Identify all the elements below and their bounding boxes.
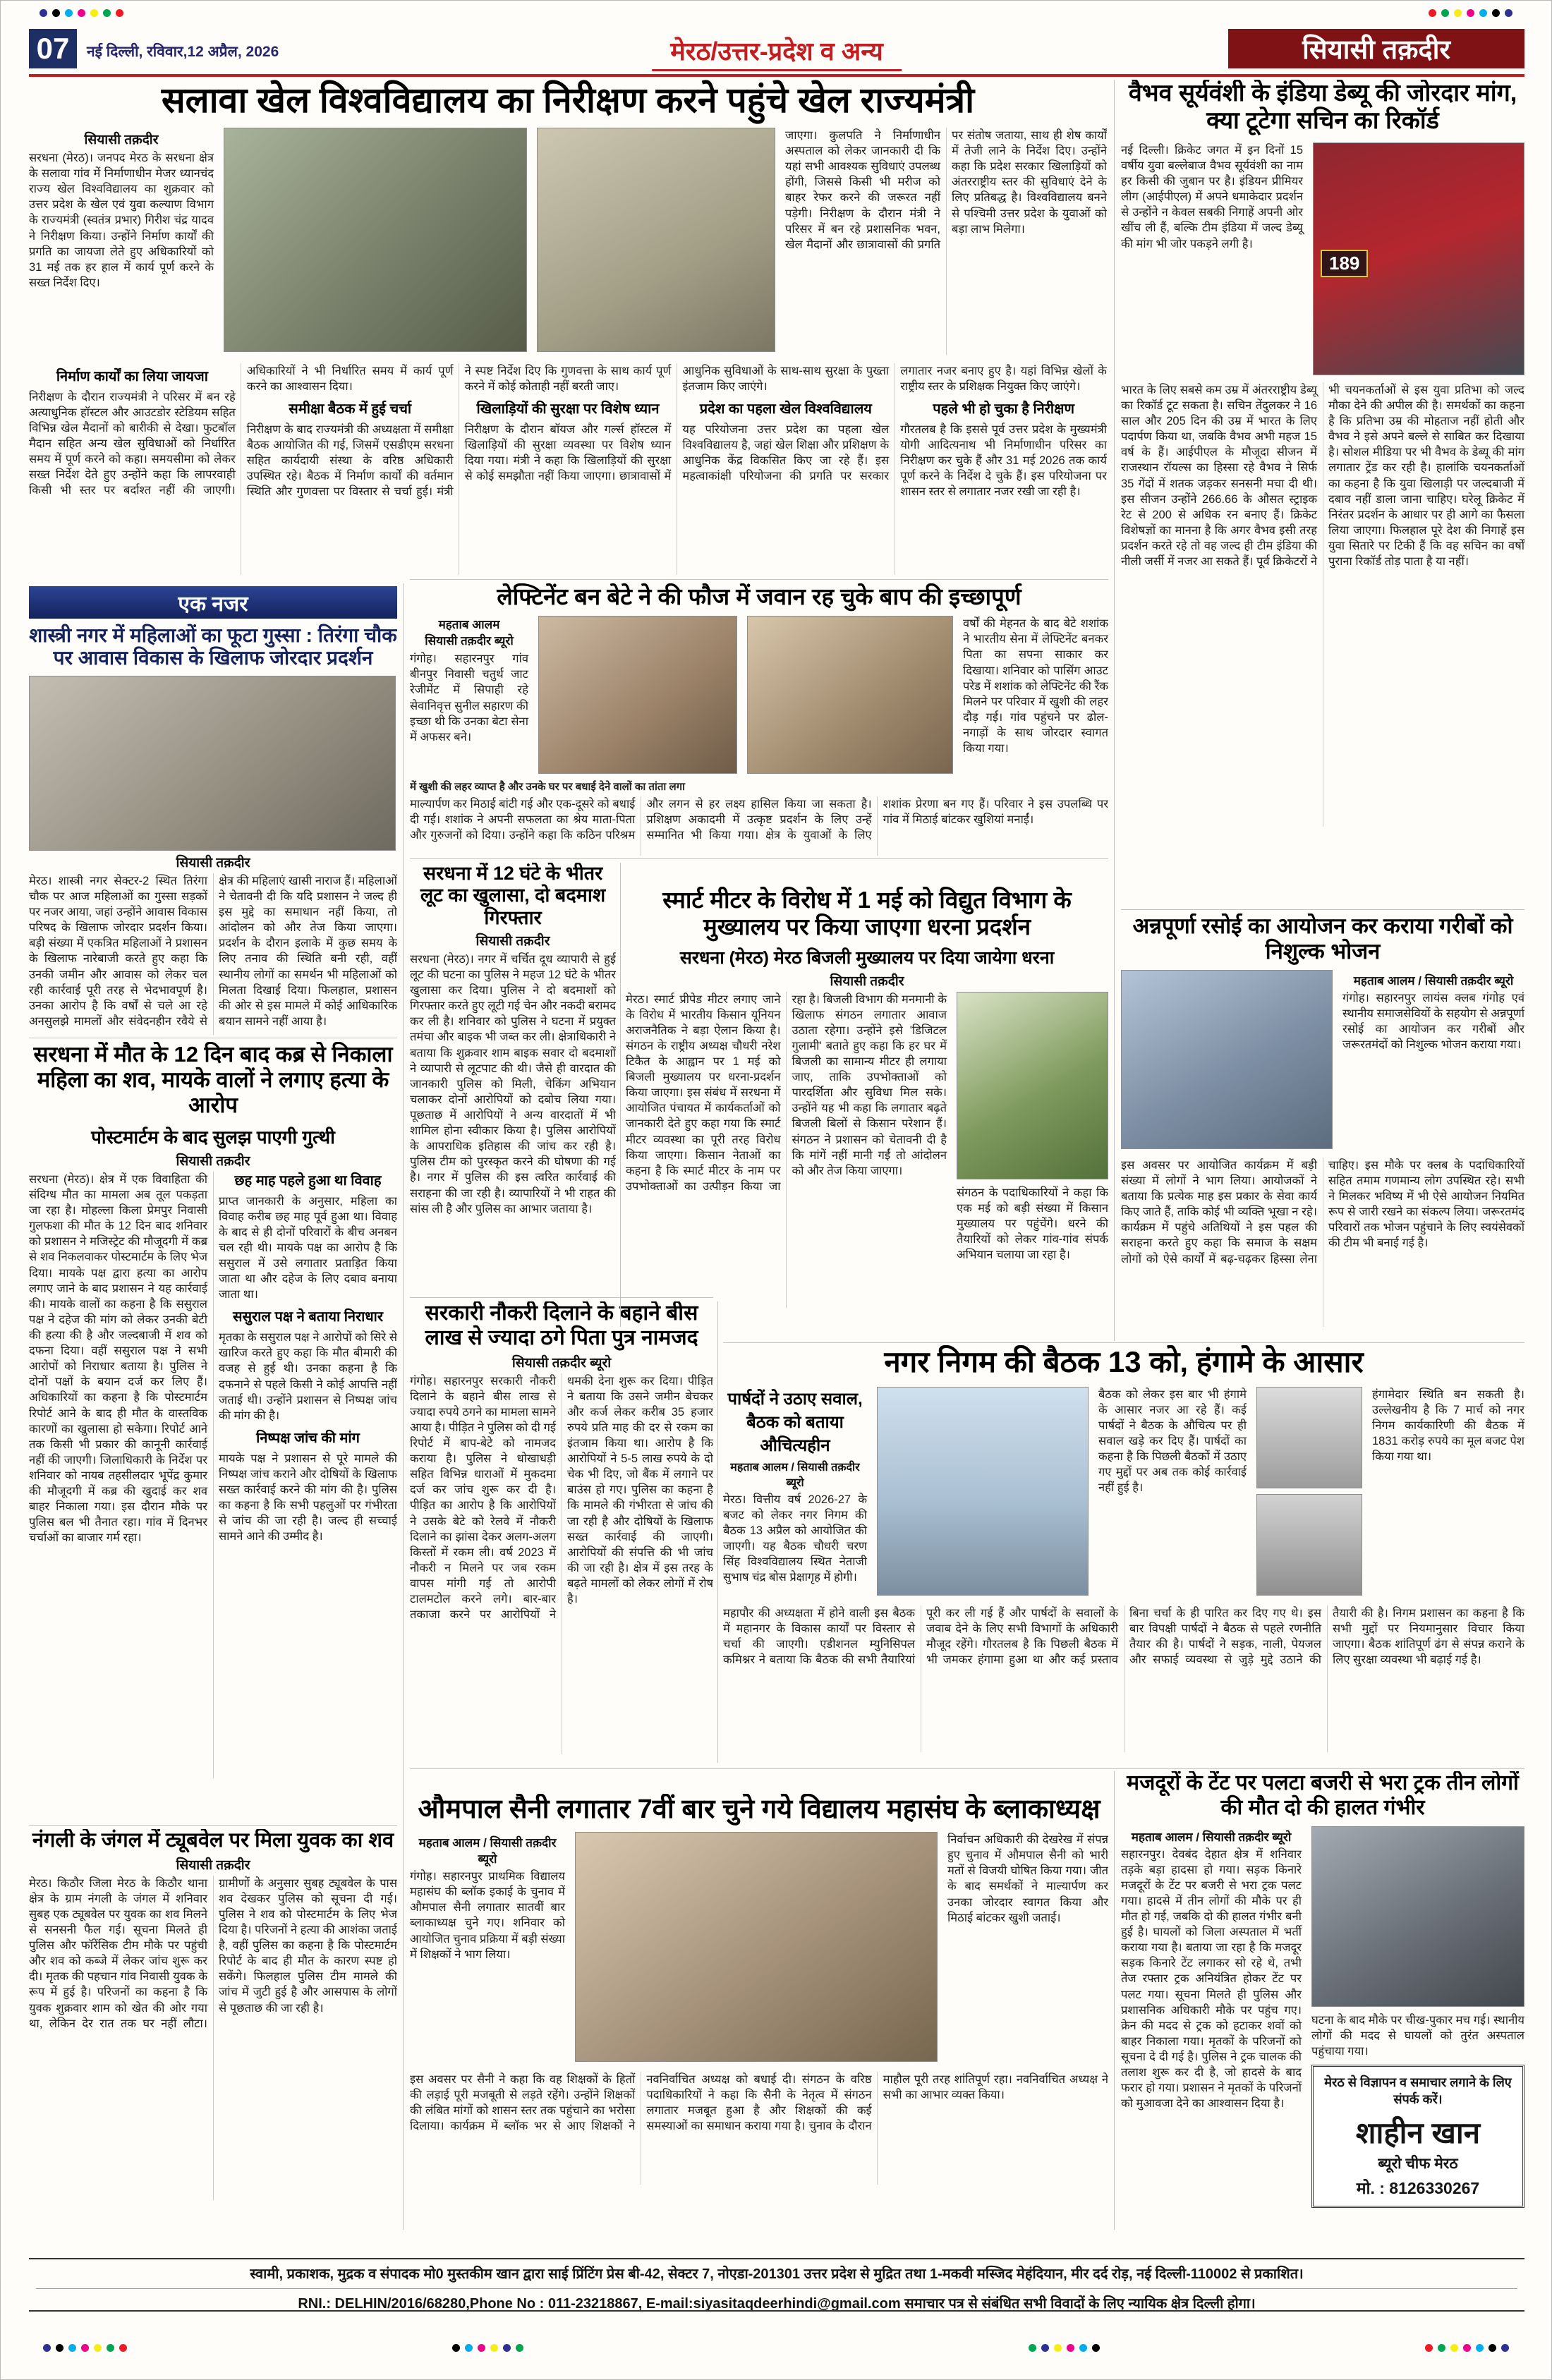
page-number: 07	[29, 29, 77, 68]
row-divider	[29, 1825, 397, 1826]
advert-bureau-contact	[1311, 2065, 1524, 2208]
subhead: खिलाड़ियों की सुरक्षा पर विशेष ध्यान	[476, 401, 660, 418]
imprint-line-2: RNI.: DELHIN/2016/68280,Phone No : 011-23218867, E-mail:siyasitaqdeerhindi@gmail.com समाचार पत्र से संबंधित सभी विवादों के लिए न्यायिक क्षेत्र दिल्ली होगा।	[36, 2288, 1517, 2312]
article-deck: सरधना (मेरठ) मेरठ बिजली मुख्यालय पर दिया जायेगा धरना	[679, 947, 1055, 968]
article-headline: वैभव सूर्यवंशी के इंडिया डेब्यू की जोरदार मांग, क्या टूटेगा सचिन का रिकॉर्ड	[1128, 80, 1517, 135]
truck-accident-photo	[1311, 1826, 1524, 2007]
article-intro: सरधना (मेरठ)। क्षेत्र में एक विवाहिता की संदिग्ध मौत का मामला अब तूल पकड़ता जा रहा है। मोहल्ला किला प्रेमपुर निवासी गुलफशा की मौत के 12 दिन बाद शनिवार को प्रशासन ने मजिस्ट्रेट की मौजूदगी में कब्र से शव निकलवाकर पोस्टमार्टम के लिए भेज दिया। मायके पक्ष द्वारा हत्या का आरोप लगाए जाने के बाद प्रशासन ने यह कार्रवाई की। मायके वालों का कहना है कि ससुराल पक्ष ने दहेज की मांग को लेकर उनकी बेटी की हत्या की है और जल्दबाजी में शव को दफना दिया। वहीं ससुराल पक्ष ने सभी आरोपों को निराधार बताया है। पुलिस ने दोनों पक्षों के बयान दर्ज कर लिए हैं। अधिकारियों का कहना है कि पोस्टमार्टम रिपोर्ट आने के बाद ही मौत के वास्तविक कारणों का खुलासा हो सकेगा। रिपोर्ट आने तक किसी भी प्रकार की कानूनी कार्रवाई नहीं की जाएगी। जिलाधिकारी के निर्देश पर शनिवार को नायब तहसीलदार भूपेंद्र कुमार की मौजूदगी में कब्र की खुदाई कर शव बाहर निकाला गया। इस दौरान मौके पर पुलिस बल भी तैनात रहा। गांव में दिनभर चर्चाओं का बाजार गर्म रहा।	[29, 1172, 207, 1545]
protest-photo	[29, 676, 396, 851]
column-divider	[1114, 80, 1115, 1341]
photo-caption: में खुशी की लहर व्याप्त है और उनके घर पर बधाई देने वालों का तांता लगा	[410, 781, 685, 794]
registration-dots	[43, 2344, 127, 2352]
article-ompal-saini	[410, 1794, 1108, 2230]
date-line: नई दिल्ली, रविवार,12 अप्रैल, 2026	[87, 44, 279, 60]
registration-dots	[40, 9, 123, 17]
article-loot-case	[410, 863, 616, 1294]
article-headline: मजदूरों के टेंट पर पलटा बजरी से भरा ट्रक तीन लोगों की मौत दो की हालत गंभीर	[1127, 1771, 1519, 1819]
column-divider	[403, 583, 404, 2230]
body-text: गंगोह। सहारनपुर प्राथमिक विद्यालय महासंघ की ब्लॉक इकाई के चुनाव में औमपाल सैनी लगातार सातवीं बार ब्लाकाध्यक्ष चुने गए। शनिवार को आयोजित चुनाव प्रक्रिया में बड़ी संख्या में शिक्षकों ने भाग लिया।	[410, 1870, 565, 1961]
article-body-columns	[29, 1172, 397, 1778]
inspection-photo-2	[537, 128, 775, 352]
article-body: गंगोह। सहारनपुर सरकारी नौकरी दिलाने के बहाने बीस लाख से ज्यादा रुपये ठगने का मामला सामने आया है। पीड़ित ने पुलिस को दी गई रिपोर्ट में बाप-बेटे को नामजद कराया है। पुलिस ने धोखाधड़ी सहित विभिन्न धाराओं में मुकदमा दर्ज कर जांच शुरू कर दी है। पीड़ित का आरोप है कि आरोपियों ने उसके बेटे को रेलवे में नौकरी दिलाने का झांसा देकर अलग-अलग किस्तों में रकम ली। वर्ष 2023 में नौकरी न मिलने पर जब रकम वापस मांगी गई तो आरोपी टालमटोल करने लगे। बार-बार तकाजा करने पर आरोपियों ने धमकी देना शुरू कर दिया। पीड़ित ने बताया कि उसने जमीन बेचकर और कर्ज लेकर करीब 35 हजार रुपये प्रति माह की दर से रकम का इंतजाम किया था। आरोप है कि आरोपियों ने 5-5 लाख रुपये के दो चेक भी दिए, जो बैंक में लगाने पर बाउंस हो गए। पुलिस का कहना है कि मामले की गंभीरता से जांच की जा रही है और दोषियों के खिलाफ सख्त कार्रवाई की जाएगी। आरोपियों की संपत्ति की भी जांच की जा रही है। क्षेत्र में इस तरह के बढ़ते मामलों को लेकर लोगों में रोष है।	[410, 1374, 713, 1622]
article-body-column	[1121, 1826, 1302, 2193]
body-text: प्राप्त जानकारी के अनुसार, महिला का विवाह करीब छह माह पूर्व हुआ था। विवाह के बाद से ही दोनों परिवारों के बीच अनबन चल रही थी। मायके पक्ष का आरोप है कि ससुराल में उसे लगातार प्रताड़ित किया जाता था और दहेज के लिए दबाव बनाया जाता था।	[219, 1194, 397, 1301]
subhead: निर्माण कार्यों का लिया जायजा	[56, 369, 208, 384]
article-body: माल्यार्पण कर मिठाई बांटी गई और एक-दूसरे को बधाई दी गई। शशांक ने अपनी सफलता का श्रेय माता-पिता और गुरुजनों को दिया। उन्होंने कहा कि कठिन परिश्रम और लगन से हर लक्ष्य हासिल किया जा सकता है। प्रशिक्षण अकादमी में उत्कृष्ट प्रदर्शन के लिए उन्हें सम्मानित भी किया गया। क्षेत्र के युवाओं के लिए शशांक प्रेरणा बन गए हैं। परिवार ने इस उपलब्धि पर गांव में मिठाई बांटकर खुशियां मनाईं।	[410, 798, 1108, 842]
article-grave-exhumation	[29, 1042, 397, 1818]
advert-role: ब्यूरो चीफ मेरठ	[1378, 2155, 1458, 2172]
article-intro-column	[1342, 970, 1524, 1152]
body-text: यह परियोजना उत्तर प्रदेश का पहला खेल विश्वविद्यालय है, जहां खेल शिक्षा और प्रशिक्षण के आधुनिक केंद्र विकसित किए जा रहे हैं। इस महत्वाकांक्षी परियोजना की प्रगति पर सरकार लगातार नजर बनाए हुए है। यहां विभिन्न खेलों के राष्ट्रीय स्तर के प्रशिक्षक नियुक्त किए जाएंगे।	[682, 365, 1107, 483]
article-body: इस अवसर पर आयोजित कार्यक्रम में बड़ी संख्या में लोगों ने भाग लिया। आयोजकों ने बताया कि प्रत्येक माह इस प्रकार के सेवा कार्य किए जाते हैं, ताकि कोई भी व्यक्ति भूखा न रहे। कार्यक्रम में पहुंचे अतिथियों ने इस पहल की सराहना करते हुए कहा कि समाज के सक्षम लोगों को ऐसे कार्यों में बढ़-चढ़कर हिस्सा लेना चाहिए। इस मौके पर क्लब के पदाधिकारियों सहित तमाम गणमान्य लोग उपस्थित रहे। सभी ने मिलकर भविष्य में भी ऐसे आयोजन नियमित रूप से जारी रखने का संकल्प लिया। जरूरतमंद परिवारों तक भोजन पहुंचाने के लिए स्वयंसेवकों की टीम भी बनाई गई है।	[1121, 1158, 1524, 1265]
byline: महताब आलम / सियासी तक़दीर ब्यूरो	[1131, 1830, 1292, 1844]
subhead: पहले भी हो चुका है निरीक्षण	[933, 401, 1074, 418]
body-text: निर्वाचन अधिकारी की देखरेख में संपन्न हुए चुनाव में औमपाल सैनी को भारी मतों से विजयी घोषित किया गया। जीत के बाद समर्थकों ने माल्यार्पण कर उनका जोरदार स्वागत किया और मिठाई बांटकर खुशी जताई।	[947, 1833, 1108, 1924]
article-body: सरधना (मेरठ)। नगर में चर्चित दूध व्यापारी से हुई लूट की घटना का पुलिस ने महज 12 घंटे के भीतर खुलासा कर दिया। पुलिस ने दो बदमाशों को गिरफ्तार करते हुए लूटी गई चेन और नकदी बरामद कर ली है। शनिवार को पुलिस ने घटना में प्रयुक्त तमंचा और बाइक भी जब्त कर ली। क्षेत्राधिकारी ने बताया कि शुक्रवार शाम बाइक सवार दो बदमाशों ने व्यापारी से लूटपाट की थी। जैसे ही वारदात की जानकारी पुलिस को मिली, चेकिंग अभियान चलाकर दोनों आरोपियों को दबोच लिया गया। पूछताछ में आरोपियों ने अन्य वारदातों में भी शामिल होना स्वीकार किया है। पुलिस आरोपियों के आपराधिक इतिहास की जांच कर रही है। पुलिस टीम को पुरस्कृत करने की घोषणा की गई है। नगर में पुलिस की इस त्वरित कार्रवाई की सराहना की जा रही है। व्यापारियों ने भी राहत की सांस ली है और पुलिस का आभार जताया है।	[410, 952, 616, 1215]
byline: सियासी तक़दीर	[176, 1153, 250, 1169]
article-intro: सरधना (मेरठ)। जनपद मेरठ के सरधना क्षेत्र के सलावा गांव में निर्माणाधीन मेजर ध्यानचंद राज्य खेल विश्वविद्यालय का शुक्रवार को उत्तर प्रदेश के खेल एवं युवा कल्याण विभाग के राज्यमंत्री (स्वतंत्र प्रभार) गिरीश चंद्र यादव ने निरीक्षण किया। उन्होंने निर्माण कार्यों की प्रगति का जायजा लेते हुए अधिकारियों को 31 मई तक हर हाल में कार्य पूर्ण करने के सख्त निर्देश दिए।	[29, 152, 214, 289]
section-tab: एक नजर	[29, 586, 397, 619]
advert-name: शाहीन खान	[1355, 2115, 1481, 2149]
advert-phone: मो. : 8126330267	[1356, 2178, 1480, 2197]
article-headline: सरधना में 12 घंटे के भीतर लूट का खुलासा, दो बदमाश गिरफ्तार	[420, 863, 606, 928]
byline: सियासी तक़दीर ब्यूरो	[511, 1355, 612, 1371]
imprint-line-1: स्वामी, प्रकाशक, मुद्रक व संपादक मो0 मुस्तकीम खान द्वारा साई प्रिंटिंग प्रेस बी-42, सेक्टर 7, नोएडा-201301 उत्तर प्रदेश से मुद्रित तथा 1-मकवी मस्जिद मेहंदियान, मीर दर्द रोड़, नई दिल्ली-110002 से प्रकाशित।	[250, 2266, 1304, 2282]
article-headline: शास्त्री नगर में महिलाओं का फूटा गुस्सा : तिरंगा चौक पर आवास विकास के खिलाफ जोरदार प्रदर्शन	[29, 624, 397, 669]
side-text: घटना के बाद मौके पर चीख-पुकार मच गई। स्थानीय लोगों की मदद से घायलों को तुरंत अस्पताल पहुंचाया गया।	[1311, 2013, 1524, 2058]
row-divider	[410, 579, 1108, 580]
byline: महताब आलम / सियासी तक़दीर ब्यूरो	[1353, 973, 1514, 988]
body-text: गंगोह। सहारनपुर गांव बीनपुर निवासी चतुर्थ जाट रेजीमेंट में सिपाही रहे सेवानिवृत्त सुनील सहारण की इच्छा थी कि उनका बेटा सेना में अफसर बने।	[410, 652, 528, 743]
scoreboard-overlay: 189	[1321, 250, 1368, 277]
charity-group-photo	[1121, 970, 1333, 1149]
section-ek-nazar	[29, 586, 397, 1035]
article-headline: नगर निगम की बैठक 13 को, हंगामे के आसार	[884, 1345, 1364, 1378]
article-truck-accident	[1121, 1771, 1524, 2230]
byline-org: सियासी तक़दीर ब्यूरो	[425, 634, 514, 648]
article-right-text: जाएगा। कुलपति ने निर्माणाधीन अस्पताल को लेकर जानकारी दी कि यहां सभी आवश्यक सुविधाएं उपलब्ध होंगी, जिससे किसी भी मरीज को बाहर रेफर करने की जरूरत नहीं पड़ेगी। निरीक्षण के दौरान मंत्री ने परिसर में बन रहे प्रशासनिक भवन, खेल मैदानों और छात्रावासों की प्रगति पर संतोष जताया, साथ ही शेष कार्यों में तेजी लाने के निर्देश दिए। उन्होंने कहा कि प्रदेश सरकार खिलाड़ियों को अंतरराष्ट्रीय स्तर की सुविधाएं देने के लिए प्रतिबद्ध है। विश्वविद्यालय बनने से पश्चिमी उत्तर प्रदेश के युवाओं को बड़ा लाभ मिलेगा।	[785, 129, 1107, 251]
subhead: निष्पक्ष जांच की मांग	[256, 1430, 360, 1446]
farmer-leader-photo	[957, 992, 1108, 1179]
official-portrait-2	[1256, 1494, 1362, 1596]
column-divider	[717, 1301, 718, 1763]
subhead: प्रदेश का पहला खेल विश्वविद्यालय	[699, 401, 872, 418]
article-headline: सरधना में मौत के 12 दिन बाद कब्र से निकाला महिला का शव, मायके वालों ने लगाए हत्या के आरोप	[33, 1042, 393, 1117]
section-title: मेरठ/उत्तर-प्रदेश व अन्य	[652, 33, 902, 71]
article-headline: लेफ्टिनेंट बन बेटे ने की फौज में जवान रह चुके बाप की इच्छापूर्ण	[497, 583, 1021, 609]
official-portrait-1	[1256, 1387, 1362, 1488]
body-text: निरीक्षण के दौरान बॉयज और गर्ल्स हॉस्टल में खिलाड़ियों की सुरक्षा व्यवस्था पर विशेष ध्यान दिया गया। मंत्री ने कहा कि खिलाड़ियों की सुरक्षा से कोई समझौता नहीं किया जाएगा। छात्रावासों में आधुनिक सुविधाओं के साथ-साथ सुरक्षा के पुख्ता इंतजाम किए जाएंगे।	[464, 365, 890, 483]
masthead: सियासी तक़दीर	[1228, 29, 1524, 68]
row-divider	[723, 1342, 1524, 1343]
subhead: ससुराल पक्ष ने बताया निराधार	[232, 1309, 384, 1325]
registration-dots	[452, 2344, 523, 2352]
portraits-column	[1256, 1387, 1362, 1598]
byline: महताब आलम	[438, 618, 500, 632]
body-text: निरीक्षण के दौरान राज्यमंत्री ने परिसर में बन रहे अत्याधुनिक हॉस्टल और आउटडोर स्टेडियम सहित विभिन्न खेल मैदानों को बारीकी से देखा। फुटबॉल मैदान सहित अन्य खेल सुविधाओं को निर्धारित समय में पूर्ण करने को कहा। समयसीमा को लेकर सख्त निर्देश देते हुए उन्होंने कहा कि लापरवाही किसी भी स्तर पर बर्दाश्त नहीं की जाएगी। अधिकारियों ने भी निर्धारित समय में कार्य पूर्ण करने का आश्वासन दिया।	[29, 365, 454, 497]
article-body: मेरठ। शास्त्री नगर सेक्टर-2 स्थित तिरंगा चौक पर आज महिलाओं का गुस्सा सड़कों पर नजर आया, जहां उन्होंने आवास विकास परिषद के खिलाफ जोरदार प्रदर्शन किया। बड़ी संख्या में एकत्रित महिलाओं ने प्रशासन के खिलाफ नारेबाजी करते हुए कहा कि उनकी जमीन और आवास को लेकर चल रही कार्रवाई पूरी तरह से भेदभावपूर्ण है। उनका आरोप है कि वर्षों से चले आ रहे अनसुलझे मामलों और संवेदनहीन रवैये से क्षेत्र की महिलाएं खासी नाराज हैं। महिलाओं ने चेतावनी दी कि यदि प्रशासन ने जल्द ही इस मुद्दे का समाधान नहीं किया, तो आंदोलन को और तेज किया जाएगा। प्रदर्शन के दौरान इलाके में कुछ समय के लिए तनाव की स्थिति बनी रही, वहीं स्थानीय लोगों का समर्थन भी महिलाओं को मिलता दिखाई दिया। फिलहाल, प्रशासन की ओर से इस मामले में कोई आधिकारिक बयान सामने नहीं आया है।	[29, 874, 397, 1028]
article-body: मेरठ। किठौर जिला मेरठ के किठौर थाना क्षेत्र के ग्राम नंगली के जंगल में शनिवार सुबह एक ट्यूबवेल पर युवक का शव मिलने से सनसनी फैल गई। सूचना मिलते ही पुलिस और फॉरेंसिक टीम मौके पर पहुंची और शव को कब्जे में लेकर जांच शुरू कर दी। मृतक की पहचान गांव निवासी युवक के रूप में हुई है। परिजनों का कहना है कि युवक शुक्रवार शाम को खेत की ओर गया था, लेकिन देर रात तक घर नहीं लौटा। ग्रामीणों के अनुसार सुबह ट्यूबवेल के पास शव देखकर पुलिस को सूचना दी गई। पुलिस ने शव को पोस्टमार्टम के लिए भेज दिया है। परिजनों ने हत्या की आशंका जताई है, वहीं पुलिस का कहना है कि पोस्टमार्टम रिपोर्ट के बाद ही मौत के कारण स्पष्ट हो सकेंगे। फिलहाल पुलिस टीम मामले की जांच में जुटी हुई है और आसपास के लोगों से पूछताछ की जा रही है।	[29, 1876, 397, 2030]
article-body: महापौर की अध्यक्षता में होने वाली इस बैठक में महानगर के विकास कार्यों पर विस्तार से चर्चा की जाएगी। एडीशनल म्युनिसिपल कमिश्नर ने बताया कि बैठक की सभी तैयारियां पूरी कर ली गई हैं और पार्षदों के सवालों के जवाब देने के लिए सभी विभागों के अधिकारी मौजूद रहेंगे। गौरतलब है कि पिछली बैठक में भी जमकर हंगामा हुआ था और कई प्रस्ताव बिना चर्चा के ही पारित कर दिए गए थे। इस बार विपक्षी पार्षदों ने बैठक से पहले रणनीति तैयार की है। पार्षदों ने सड़क, नाली, पेयजल और सफाई व्यवस्था से जुड़े मुद्दे उठाने की तैयारी की है। निगम प्रशासन का कहना है कि सभी मुद्दों पर नियमानुसार विचार किया जाएगा। बैठक शांतिपूर्ण ढंग से संपन्न कराने के लिए सुरक्षा व्यवस्था भी बढ़ाई गई है।	[723, 1606, 1524, 1667]
article-job-fraud	[410, 1301, 713, 1766]
article-headline: सलावा खेल विश्वविद्यालय का निरीक्षण करने पहुंचे खेल राज्यमंत्री	[161, 80, 975, 120]
row-divider	[410, 1768, 1524, 1769]
column-divider	[1114, 1771, 1115, 2230]
byline: महताब आलम / सियासी तक़दीर ब्यूरो	[418, 1836, 557, 1866]
page-header	[29, 29, 1524, 71]
column-divider	[620, 863, 621, 1327]
side-text: संगठन के पदाधिकारियों ने कहा कि एक मई को बड़ी संख्या में किसान मुख्यालय पर पहुंचेंगे। धरने की तैयारियों को लेकर गांव-गांव संपर्क अभियान चलाया जा रहा है।	[957, 1186, 1108, 1261]
article-body: मेरठ। स्मार्ट प्रीपेड मीटर लगाए जाने के विरोध में भारतीय किसान यूनियन अराजनैतिक ने बड़ा ऐलान किया है। संगठन के राष्ट्रीय अध्यक्ष चौधरी नरेश टिकैत के आह्वान पर 1 मई को बिजली मुख्यालय पर धरना-प्रदर्शन किया जाएगा। इस संबंध में सरधना में आयोजित पंचायत में कार्यकर्ताओं को जानकारी देते हुए कहा गया कि स्मार्ट मीटर व्यवस्था का पूरी तरह विरोध किया जाएगा। किसान नेताओं का कहना है कि स्मार्ट मीटर के नाम पर उपभोक्ताओं का उत्पीड़न किया जा रहा है। बिजली विभाग की मनमानी के खिलाफ संगठन लगातार आवाज उठाता रहेगा। उन्होंने इसे 'डिजिटल गुलामी' बताते हुए कहा कि हर घर में बिजली का सामान्य मीटर ही लगाया जाए, ताकि उपभोक्ताओं को पारदर्शिता और सुविधा मिल सके। उन्होंने यह भी कहा कि लगातार बढ़ते बिजली बिलों से किसान परेशान हैं। संगठन ने प्रशासन को चेतावनी दी है कि मांगें नहीं मानी गईं तो आंदोलन को और तेज किया जाएगा।	[626, 992, 947, 1193]
article-municipal-meeting	[723, 1345, 1524, 1763]
row-divider	[410, 858, 1108, 859]
article-intro-column	[410, 1832, 565, 2065]
article-cricket-debut	[1121, 80, 1524, 843]
article-side-column	[957, 992, 1108, 1308]
article-headline: स्मार्ट मीटर के विरोध में 1 मई को विद्युत विभाग के मुख्यालय पर किया जाएगा धरना प्रदर्शन	[662, 887, 1072, 940]
registration-dots	[1429, 9, 1512, 17]
municipal-building-photo	[877, 1387, 1089, 1596]
cricketer-photo	[1313, 142, 1524, 375]
article-deck: पार्षदों ने उठाए सवाल, बैठक को बताया औचित्यहीन	[727, 1389, 863, 1455]
body-text: मेरठ। वित्तीय वर्ष 2026-27 के बजट को लेकर नगर निगम की बैठक 13 अप्रैल को आयोजित की जाएगी। यह बैठक चौधरी चरण सिंह विश्वविद्यालय स्थित नेताजी सुभाष चंद्र बोस प्रेक्षागृह में होगी।	[723, 1493, 867, 1584]
body-text: निरीक्षण के बाद राज्यमंत्री की अध्यक्षता में समीक्षा बैठक आयोजित की गई, जिसमें एसडीएम सरधना सहित कार्यदायी संस्था के वरिष्ठ अधिकारी उपस्थित रहे। बैठक में निर्माण कार्यों की वर्तमान स्थिति और गुणवत्ता पर विस्तार से चर्चा हुई। मंत्री ने स्पष्ट निर्देश दिए कि गुणवत्ता के साथ कार्य पूर्ण करने में कोई कोताही नहीं बरती जाए।	[246, 365, 672, 499]
article-intro: गंगोह। सहारनपुर लायंस क्लब गंगोह एवं स्थानीय समाजसेवियों के सहयोग से अन्नपूर्णा रसोई का आयोजन कर गरीबों और जरूरतमंदों को निशुल्क भोजन कराया गया।	[1342, 991, 1524, 1052]
article-headline: अन्नपूर्णा रसोई का आयोजन कर कराया गरीबों को निशुल्क भोजन	[1132, 913, 1513, 964]
teachers-group-photo	[575, 1832, 938, 2062]
row-divider	[1121, 909, 1524, 910]
article-headline: सरकारी नौकरी दिलाने के बहाने बीस लाख से ज्यादा ठगे पिता पुत्र नामजद	[425, 1301, 698, 1349]
byline: सियासी तक़दीर	[176, 1857, 250, 1873]
article-headline: नंगली के जंगल में ट्यूबवेल पर मिला युवक का शव	[32, 1829, 394, 1852]
article-body: इस अवसर पर सैनी ने कहा कि वह शिक्षकों के हितों की लड़ाई पूरी मजबूती से लड़ते रहेंगे। उन्होंने शिक्षकों की लंबित मांगों को शासन स्तर तक पहुंचाने का भरोसा दिलाया। कार्यक्रम में ब्लॉक भर से आए शिक्षकों ने नवनिर्वाचित अध्यक्ष को बधाई दी। संगठन के वरिष्ठ पदाधिकारियों ने कहा कि सैनी के नेतृत्व में संगठन लगातार मजबूत हुआ है और शिक्षकों की कई समस्याओं का समाधान कराया गया है। चुनाव के दौरान माहौल पूरी तरह शांतिपूर्ण रहा। नवनिर्वाचित अध्यक्ष ने सभी का आभार व्यक्त किया।	[410, 2073, 1108, 2133]
article-body: भारत के लिए सबसे कम उम्र में अंतरराष्ट्रीय डेब्यू का रिकॉर्ड टूट सकता है। सचिन तेंदुलकर ने 16 साल और 205 दिन की उम्र में भारत के लिए पदार्पण किया था, जबकि वैभव अभी महज 15 वर्ष के हैं। आईपीएल के मौजूदा सीजन में राजस्थान रॉयल्स का हिस्सा रहे वैभव ने सिर्फ 35 गेंदों में शतक जड़कर सनसनी मचा दी थी। इस सीजन उन्होंने 266.66 के औसत स्ट्राइक रेट से 200 से अधिक रन बनाए हैं। क्रिकेट विशेषज्ञों का मानना है कि अगर वैभव इसी तरह प्रदर्शन करते रहे तो वह जल्द ही टीम इंडिया की नीली जर्सी में नजर आ सकते हैं। पूर्व क्रिकेटरों ने भी चयनकर्ताओं से इस युवा प्रतिभा को जल्द मौका देने की अपील की है। समर्थकों का कहना है कि प्रतिभा उम्र की मोहताज नहीं होती और वैभव ने इसे अपने बल्ले से साबित कर दिखाया है। सोशल मीडिया पर भी वैभव के डेब्यू की मांग लगातार ट्रेंड कर रही है। हालांकि चयनकर्ताओं का कहना है कि युवा खिलाड़ी पर जल्दबाजी में दबाव नहीं डाला जाना चाहिए। घरेलू क्रिकेट में निरंतर प्रदर्शन के आधार पर ही आगे का फैसला लिया जाएगा। फिलहाल पूरे देश की निगाहें इस युवा सितारे पर टिकी हैं कि वह सचिन का वर्षों पुराना रिकॉर्ड तोड़ पाता है या नहीं।	[1121, 383, 1524, 569]
article-intro-column	[29, 128, 214, 355]
subhead: छह माह पहले हुआ था विवाह	[234, 1172, 382, 1189]
article-intro-column	[410, 616, 528, 777]
body-text: मायके पक्ष ने प्रशासन से पूरे मामले की निष्पक्ष जांच कराने और दोषियों के खिलाफ सख्त कार्रवाई करने की मांग की है। पुलिस का कहना है कि सभी पहलुओं पर गंभीरता से जांच की जा रही है। जल्द ही सच्चाई सामने आने की उम्मीद है।	[219, 1452, 397, 1543]
article-deck: पोस्टमार्टम के बाद सुलझ पाएगी गुत्थी	[91, 1126, 335, 1148]
article-headline: औमपाल सैनी लगातार 7वीं बार चुने गये विद्यालय महासंघ के ब्लाकाध्यक्ष	[418, 1795, 1101, 1824]
article-smart-meter	[626, 887, 1108, 1327]
byline: सियासी तक़दीर	[830, 973, 904, 989]
family-garland-photo	[538, 616, 737, 774]
article-nangli-body-found	[29, 1829, 397, 2230]
article-body-columns	[29, 363, 1107, 575]
byline: सियासी तक़दीर	[84, 133, 159, 147]
article-annapurna	[1121, 913, 1524, 1341]
body-text: गौरतलब है कि इससे पूर्व उत्तर प्रदेश के मुख्यमंत्री योगी आदित्यनाथ भी निर्माणाधीन परिसर का निरीक्षण कर चुके हैं और 31 मई 2026 तक कार्य पूर्ण करने के निर्देश दे चुके हैं। इस परियोजना पर शासन स्तर से लगातार नजर रखी जा रही है।	[900, 423, 1107, 499]
article-sports-university	[29, 80, 1107, 578]
officer-garland-photo	[747, 616, 953, 774]
row-divider	[410, 1297, 713, 1298]
header-rule	[29, 74, 1524, 77]
article-lieutenant	[410, 583, 1108, 856]
article-body: सहारनपुर। देवबंद देहात क्षेत्र में शनिवार तड़के बड़ा हादसा हो गया। सड़क किनारे मजदूरों के टेंट पर बजरी से भरा ट्रक पलट गया। हादसे में तीन लोगों की मौके पर ही मौत हो गई, जबकि दो की हालत गंभीर बनी हुई है। घायलों को जिला अस्पताल में भर्ती कराया गया है। बताया जा रहा है कि मजदूर सड़क किनारे टेंट लगाकर सो रहे थे, तभी तेज रफ्तार ट्रक अनियंत्रित होकर टेंट पर पलट गया। सूचना मिलते ही पुलिस और प्रशासनिक अधिकारी मौके पर पहुंच गए। क्रेन की मदद से ट्रक को हटाकर शवों को बाहर निकाला गया। मृतकों के परिजनों को सूचना दे दी गई है। पुलिस ने ट्रक चालक की तलाश शुरू कर दी है, जो हादसे के बाद फरार हो गया। प्रशासन ने मृतकों के परिजनों को मुआवजा देने का आश्वासन दिया है।	[1121, 1847, 1302, 2111]
body-text: मृतका के ससुराल पक्ष ने आरोपों को सिरे से खारिज करते हुए कहा कि मौत बीमारी की वजह से हुई थी। उनका कहना है कि दफनाने से पहले किसी ने कोई आपत्ति नहीं जताई थी। उन्होंने प्रशासन से निष्पक्ष जांच की मांग की है।	[219, 1331, 397, 1422]
inspection-photo-1	[224, 128, 527, 352]
subhead: समीक्षा बैठक में हुई चर्चा	[289, 401, 412, 418]
article-deck-column	[723, 1387, 867, 1598]
byline: महताब आलम / सियासी तक़दीर ब्यूरो	[730, 1461, 860, 1489]
article-side-column	[1311, 1826, 1524, 2197]
byline: सियासी तक़दीर	[475, 933, 550, 949]
body-text: बैठक को लेकर इस बार भी हंगामे के आसार नजर आ रहे हैं। कई पार्षदों ने बैठक के औचित्य पर ही सवाल खड़े कर दिए हैं। पार्षदों का कहना है कि पिछली बैठकों में उठाए गए मुद्दों पर अब तक कोई कार्रवाई नहीं हुई है।	[1098, 1388, 1247, 1495]
registration-dots	[1029, 2344, 1100, 2352]
advert-line: मेरठ से विज्ञापन व समाचार लगाने के लिए संपर्क करें।	[1324, 2075, 1512, 2106]
registration-dots	[1425, 2344, 1509, 2352]
article-intro: नई दिल्ली। क्रिकेट जगत में इन दिनों 15 वर्षीय युवा बल्लेबाज वैभव सूर्यवंशी का नाम हर किसी की जुबान पर है। इंडियन प्रीमियर लीग (आईपीएल) में अपने धमाकेदार प्रदर्शन से उन्होंने न केवल सबकी निगाहें अपनी ओर खींच ली हैं, बल्कि टीम इंडिया में जल्द डेब्यू की मांग भी जोर पकड़ने लगी है।	[1121, 143, 1303, 250]
body-text: हंगामेदार स्थिति बन सकती है। उल्लेखनीय है कि 7 मार्च को नगर निगम कार्यकारिणी की बैठक में 1831 करोड़ रुपये का मूल बजट पेश किया गया था।	[1372, 1388, 1524, 1464]
byline: सियासी तक़दीर	[176, 855, 250, 870]
body-text: वर्षों की मेहनत के बाद बेटे शशांक ने भारतीय सेना में लेफ्टिनेंट बनकर पिता का सपना साकार कर दिखाया। शनिवार को पासिंग आउट परेड में शशांक को लेफ्टिनेंट की रैंक मिलने पर परिवार में खुशी की लहर दौड़ गई। गांव पहुंचने पर ढोल-नगाड़ों के साथ जोरदार स्वागत किया गया।	[963, 617, 1108, 755]
imprint-footer	[29, 2258, 1524, 2312]
